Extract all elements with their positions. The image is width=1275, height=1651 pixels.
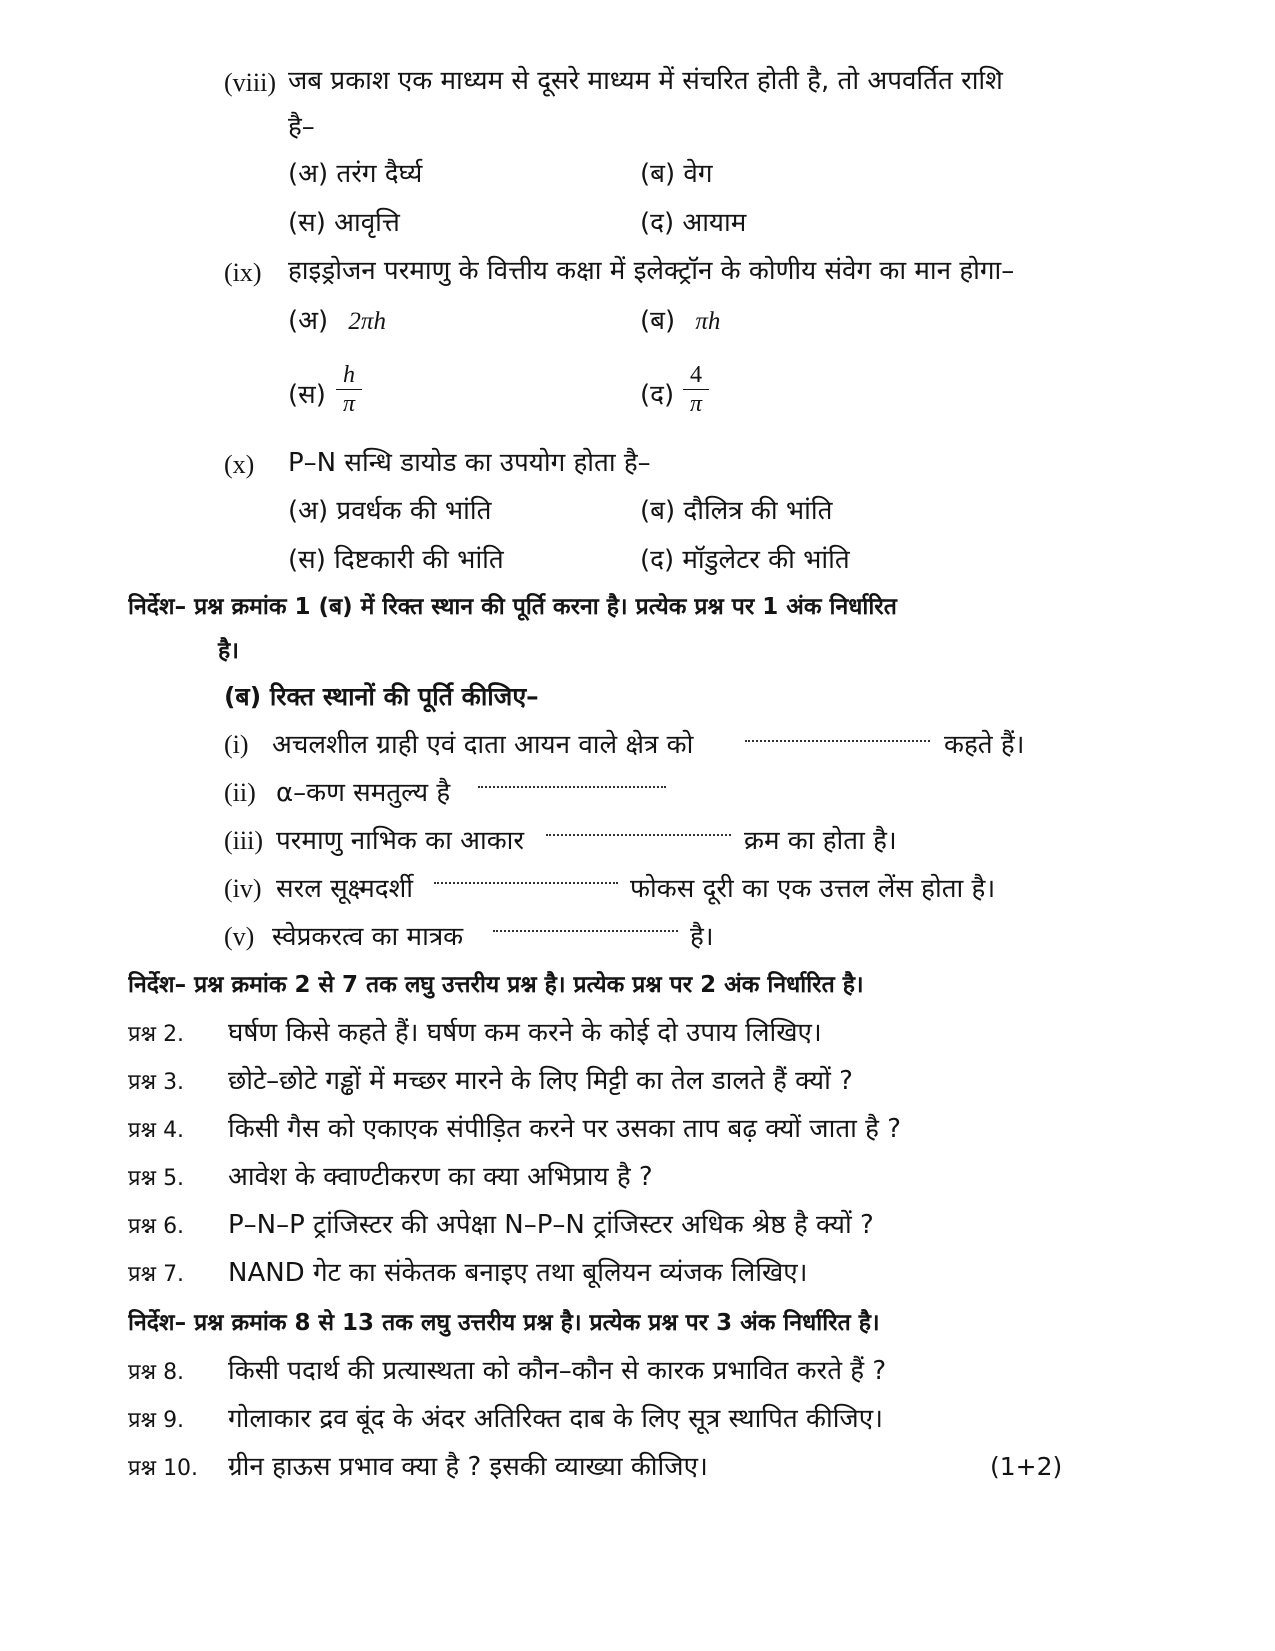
q10-option-c: (स) दिष्टकारी की भांति bbox=[288, 545, 504, 575]
fill-item-3-after: क्रम का होता है। bbox=[744, 826, 897, 856]
fill-item-3: (iii) परमाणु नाभिक का आकार bbox=[224, 826, 525, 856]
fill-blank-4 bbox=[434, 882, 618, 884]
q9-option-d-fraction bbox=[683, 362, 709, 417]
q8-number: (viii) bbox=[224, 68, 276, 97]
fraction-denominator: π bbox=[342, 391, 356, 417]
fill-item-1: (i) अचलशील ग्राही एवं दाता आयन वाले क्षेत्र को bbox=[224, 730, 694, 760]
fraction-numerator: 4 bbox=[690, 362, 702, 388]
q8-text-line2: है– bbox=[288, 112, 315, 142]
question-3: प्रश्न 3. छोटे–छोटे गड्ढों में मच्छर मारने के लिए मिट्टी का तेल डालते हैं क्यों ? bbox=[128, 1066, 853, 1096]
fraction-denominator: π bbox=[689, 391, 703, 417]
q10-option-a: (अ) प्रवर्धक की भांति bbox=[288, 496, 492, 526]
fill-item-4-after: फोकस दूरी का एक उत्तल लेंस होता है। bbox=[630, 874, 996, 904]
question-4: प्रश्न 4. किसी गैस को एकाएक संपीड़ित करने पर उसका ताप बढ़ क्यों जाता है ? bbox=[128, 1114, 902, 1144]
fill-item-5-after: है। bbox=[690, 922, 714, 952]
question-5: प्रश्न 5. आवेश के क्वाण्टीकरण का क्या अभिप्राय है ? bbox=[128, 1162, 653, 1192]
instruction-2: निर्देश– प्रश्न क्रमांक 2 से 7 तक लघु उत्तरीय प्रश्न है। प्रत्येक प्रश्न पर 2 अंक निर्धारित है। bbox=[128, 972, 864, 998]
fill-blank-3 bbox=[546, 834, 731, 836]
fill-blank-5 bbox=[493, 930, 678, 932]
fill-item-2: (ii) α–कण समतुल्य है bbox=[224, 778, 451, 808]
fill-blank-1 bbox=[745, 740, 930, 742]
q9-option-c-fraction bbox=[336, 362, 362, 417]
question-6: प्रश्न 6. P–N–P ट्रांजिस्टर की अपेक्षा N–P–N ट्रांजिस्टर अधिक श्रेष्ठ है क्यों ? bbox=[128, 1210, 874, 1240]
q8-option-b: (ब) वेग bbox=[640, 159, 713, 189]
q9-option-b: (ब) πh bbox=[640, 306, 721, 336]
q9-option-d-key: (द) bbox=[640, 380, 675, 410]
q10-option-d: (द) मॉडुलेटर की भांति bbox=[640, 545, 850, 575]
question-10: प्रश्न 10. ग्रीन हाऊस प्रभाव क्या है ? इसकी व्याख्या कीजिए। bbox=[128, 1452, 708, 1482]
fill-heading: (ब) रिक्त स्थानों की पूर्ति कीजिए– bbox=[224, 682, 539, 711]
question-7: प्रश्न 7. NAND गेट का संकेतक बनाइए तथा बूलियन व्यंजक लिखिए। bbox=[128, 1258, 808, 1288]
q9-text: हाइड्रोजन परमाणु के वित्तीय कक्षा में इलेक्ट्रॉन के कोणीय संवेग का मान होगा– bbox=[288, 256, 1015, 286]
fraction-bar bbox=[336, 389, 362, 390]
fill-item-4: (iv) सरल सूक्ष्मदर्शी bbox=[224, 874, 414, 904]
question-9: प्रश्न 9. गोलाकार द्रव बूंद के अंदर अतिरिक्त दाब के लिए सूत्र स्थापित कीजिए। bbox=[128, 1404, 883, 1434]
q8-option-d: (द) आयाम bbox=[640, 208, 747, 238]
q10-text: P–N सन्धि डायोड का उपयोग होता है– bbox=[288, 448, 651, 478]
q9-option-a: (अ) 2πh bbox=[288, 306, 386, 336]
q9-option-c-key: (स) bbox=[288, 380, 326, 410]
fill-blank-2 bbox=[478, 786, 666, 788]
question-2: प्रश्न 2. घर्षण किसे कहते हैं। घर्षण कम करने के कोई दो उपाय लिखिए। bbox=[128, 1018, 822, 1048]
q10-option-b: (ब) दौलित्र की भांति bbox=[640, 496, 833, 526]
fraction-bar bbox=[683, 389, 709, 390]
instruction-1-line2: है। bbox=[218, 638, 239, 664]
instruction-3: निर्देश– प्रश्न क्रमांक 8 से 13 तक लघु उत्तरीय प्रश्न है। प्रत्येक प्रश्न पर 3 अंक निर्धारित है। bbox=[128, 1310, 880, 1336]
fill-item-1-after: कहते हैं। bbox=[944, 730, 1025, 760]
instruction-1-line1: निर्देश– प्रश्न क्रमांक 1 (ब) में रिक्त स्थान की पूर्ति करना है। प्रत्येक प्रश्न पर 1 अंक निर्धारित bbox=[128, 594, 897, 620]
question-8: प्रश्न 8. किसी पदार्थ की प्रत्यास्थता को कौन–कौन से कारक प्रभावित करते हैं ? bbox=[128, 1356, 887, 1386]
fill-item-5: (v) स्वेप्रकरत्व का मात्रक bbox=[224, 922, 464, 952]
q8-option-c: (स) आवृत्ति bbox=[288, 208, 400, 238]
q8-option-a: (अ) तरंग दैर्घ्य bbox=[288, 159, 423, 189]
fraction-numerator: h bbox=[343, 362, 355, 388]
q10-number: (x) bbox=[224, 450, 255, 479]
q8-text-line1: जब प्रकाश एक माध्यम से दूसरे माध्यम में संचरित होती है, तो अपवर्तित राशि bbox=[288, 66, 1003, 96]
question-10-marks: (1+2) bbox=[990, 1452, 1063, 1481]
q9-number: (ix) bbox=[224, 258, 262, 287]
